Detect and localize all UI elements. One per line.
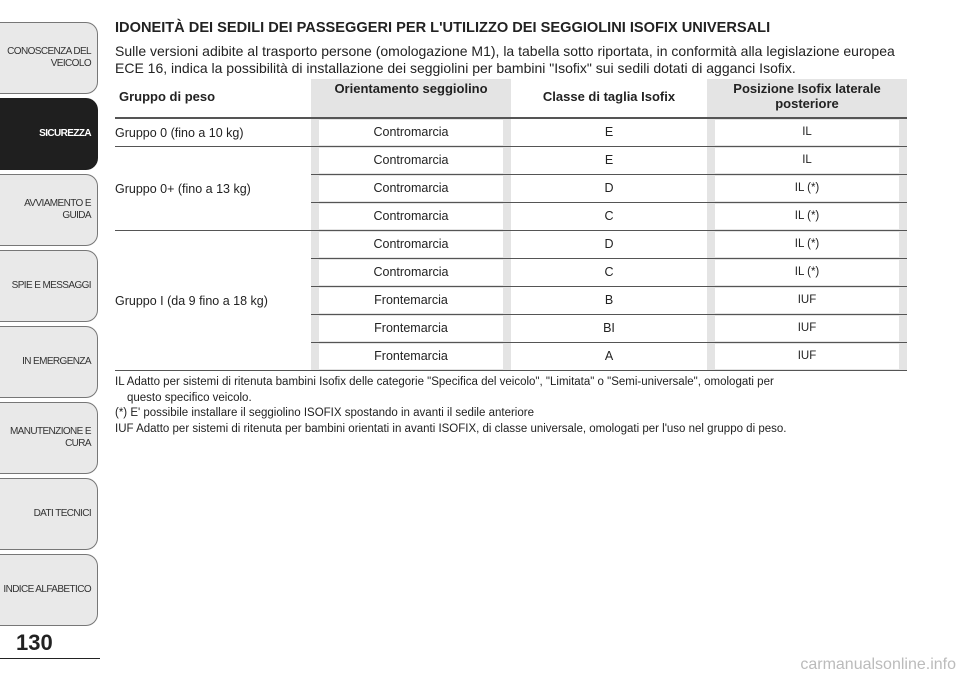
position-cell (707, 230, 907, 258)
orientation-cell-value: Contromarcia (319, 148, 503, 173)
tab-indice-alfabetico[interactable] (0, 554, 98, 626)
size-class-cell-value: C (519, 260, 699, 285)
position-cell (707, 119, 907, 146)
tab-spie-e-messaggi[interactable] (0, 250, 98, 322)
page-title: IDONEITÀ DEI SEDILI DEI PASSEGGERI PER L'UTILIZZO DEI SEGGIOLINI ISOFIX UNIVERSALI (115, 20, 771, 36)
size-class-cell (511, 286, 707, 314)
weight-group: Gruppo 0 (fino a 10 kg) (115, 125, 244, 140)
size-class-cell-value: E (519, 120, 699, 145)
size-class-cell-value: A (519, 344, 699, 369)
size-class-cell (511, 202, 707, 230)
orientation-cell (311, 258, 511, 286)
orientation-cell (311, 230, 511, 258)
orientation-cell (311, 286, 511, 314)
tab-conoscenza-del-veicolo[interactable] (0, 22, 98, 94)
orientation-cell (311, 314, 511, 342)
orientation-cell (311, 119, 511, 146)
size-class-cell (511, 314, 707, 342)
position-cell-value: IL (*) (715, 232, 899, 257)
size-class-cell (511, 342, 707, 371)
orientation-cell-value: Contromarcia (319, 176, 503, 201)
position-cell (707, 314, 907, 342)
note-star: (*) E' possibile installare il seggiolino ISOFIX spostando in avanti il sedile anteriore (115, 407, 534, 419)
size-class-cell-value: D (519, 232, 699, 257)
size-class-cell (511, 174, 707, 202)
size-class-cell-value: B (519, 288, 699, 313)
tab-label: SICUREZZA (39, 128, 91, 139)
tab-label: MANUTENZIONE E CURA (9, 426, 91, 449)
orientation-cell-value: Contromarcia (319, 204, 503, 229)
orientation-cell (311, 202, 511, 230)
table-body (115, 119, 907, 371)
header-gruppo: Gruppo di peso (115, 79, 311, 119)
size-class-cell (511, 119, 707, 146)
watermark: carmanualsonline.info (800, 656, 956, 673)
orientation-cell (311, 342, 511, 371)
orientation-cell-value: Contromarcia (319, 120, 503, 145)
position-cell-value: IL (*) (715, 260, 899, 285)
weight-group: Gruppo 0+ (fino a 13 kg) (115, 146, 311, 230)
header-orientamento: Orientamento seggiolino (311, 79, 511, 119)
orientation-cell-value: Frontemarcia (319, 316, 503, 341)
orientation-cell (311, 146, 511, 174)
size-class-cell-value: BI (519, 316, 699, 341)
note-il-cont: questo specifico veicolo. (127, 391, 252, 404)
position-cell-value: IL (*) (715, 176, 899, 201)
tab-label: IN EMERGENZA (22, 356, 91, 367)
header-posizione: Posizione Isofix laterale posteriore (707, 79, 907, 119)
tab-label: DATI TECNICI (33, 508, 91, 519)
page-number: 130 (16, 630, 53, 655)
tab-dati-tecnici[interactable] (0, 478, 98, 550)
size-class-cell-value: C (519, 204, 699, 229)
note-iuf: IUF Adatto per sistemi di ritenuta per bambini orientati in avanti ISOFIX, di classe universale, omologati per l'uso nel gruppo di peso. (115, 422, 787, 435)
position-cell (707, 342, 907, 371)
tab-label: INDICE ALFABETICO (3, 584, 91, 595)
page-number-rule (0, 658, 100, 659)
notes (115, 375, 907, 437)
main-content (115, 20, 907, 437)
position-cell-value: IL (715, 148, 899, 173)
intro-paragraph: Sulle versioni adibite al trasporto persone (omologazione M1), la tabella sotto riportata, in conformità alla legislazione europea ECE 16, indica la possibilità di installazione dei seggiolini per bambini "Isofix" sui sedili dotati di agganci Isofix. (115, 43, 895, 76)
tab-label: SPIE E MESSAGGI (11, 280, 91, 291)
position-cell (707, 286, 907, 314)
table-row (115, 230, 907, 258)
tab-manutenzione-e-cura[interactable] (0, 402, 98, 474)
position-cell-value: IUF (715, 316, 899, 341)
size-class-cell-value: E (519, 148, 699, 173)
position-cell-value: IL (*) (715, 204, 899, 229)
position-cell-value: IUF (715, 344, 899, 369)
orientation-cell-value: Contromarcia (319, 260, 503, 285)
size-class-cell-value: D (519, 176, 699, 201)
position-cell (707, 146, 907, 174)
table-row (115, 119, 907, 146)
position-cell (707, 258, 907, 286)
size-class-cell (511, 258, 707, 286)
weight-group: Gruppo I (da 9 fino a 18 kg) (115, 230, 311, 371)
tab-avviamento-e-guida[interactable] (0, 174, 98, 246)
table-row (115, 146, 907, 174)
tab-sicurezza[interactable] (0, 98, 98, 170)
note-il: IL Adatto per sistemi di ritenuta bambini Isofix delle categorie "Specifica del veicolo", "Limitata" o "Semi-universale", omologati per (115, 376, 774, 388)
position-cell-value: IL (715, 120, 899, 145)
tab-label: CONOSCENZA DEL VEICOLO (7, 46, 91, 69)
tab-label: AVVIAMENTO E GUIDA (24, 198, 91, 221)
orientation-cell-value: Frontemarcia (319, 344, 503, 369)
tab-in-emergenza[interactable] (0, 326, 98, 398)
header-classe: Classe di taglia Isofix (511, 79, 707, 119)
position-cell (707, 174, 907, 202)
size-class-cell (511, 230, 707, 258)
position-cell-value: IUF (715, 288, 899, 313)
orientation-cell (311, 174, 511, 202)
size-class-cell (511, 146, 707, 174)
orientation-cell-value: Frontemarcia (319, 288, 503, 313)
position-cell (707, 202, 907, 230)
orientation-cell-value: Contromarcia (319, 232, 503, 257)
isofix-table (115, 79, 907, 371)
